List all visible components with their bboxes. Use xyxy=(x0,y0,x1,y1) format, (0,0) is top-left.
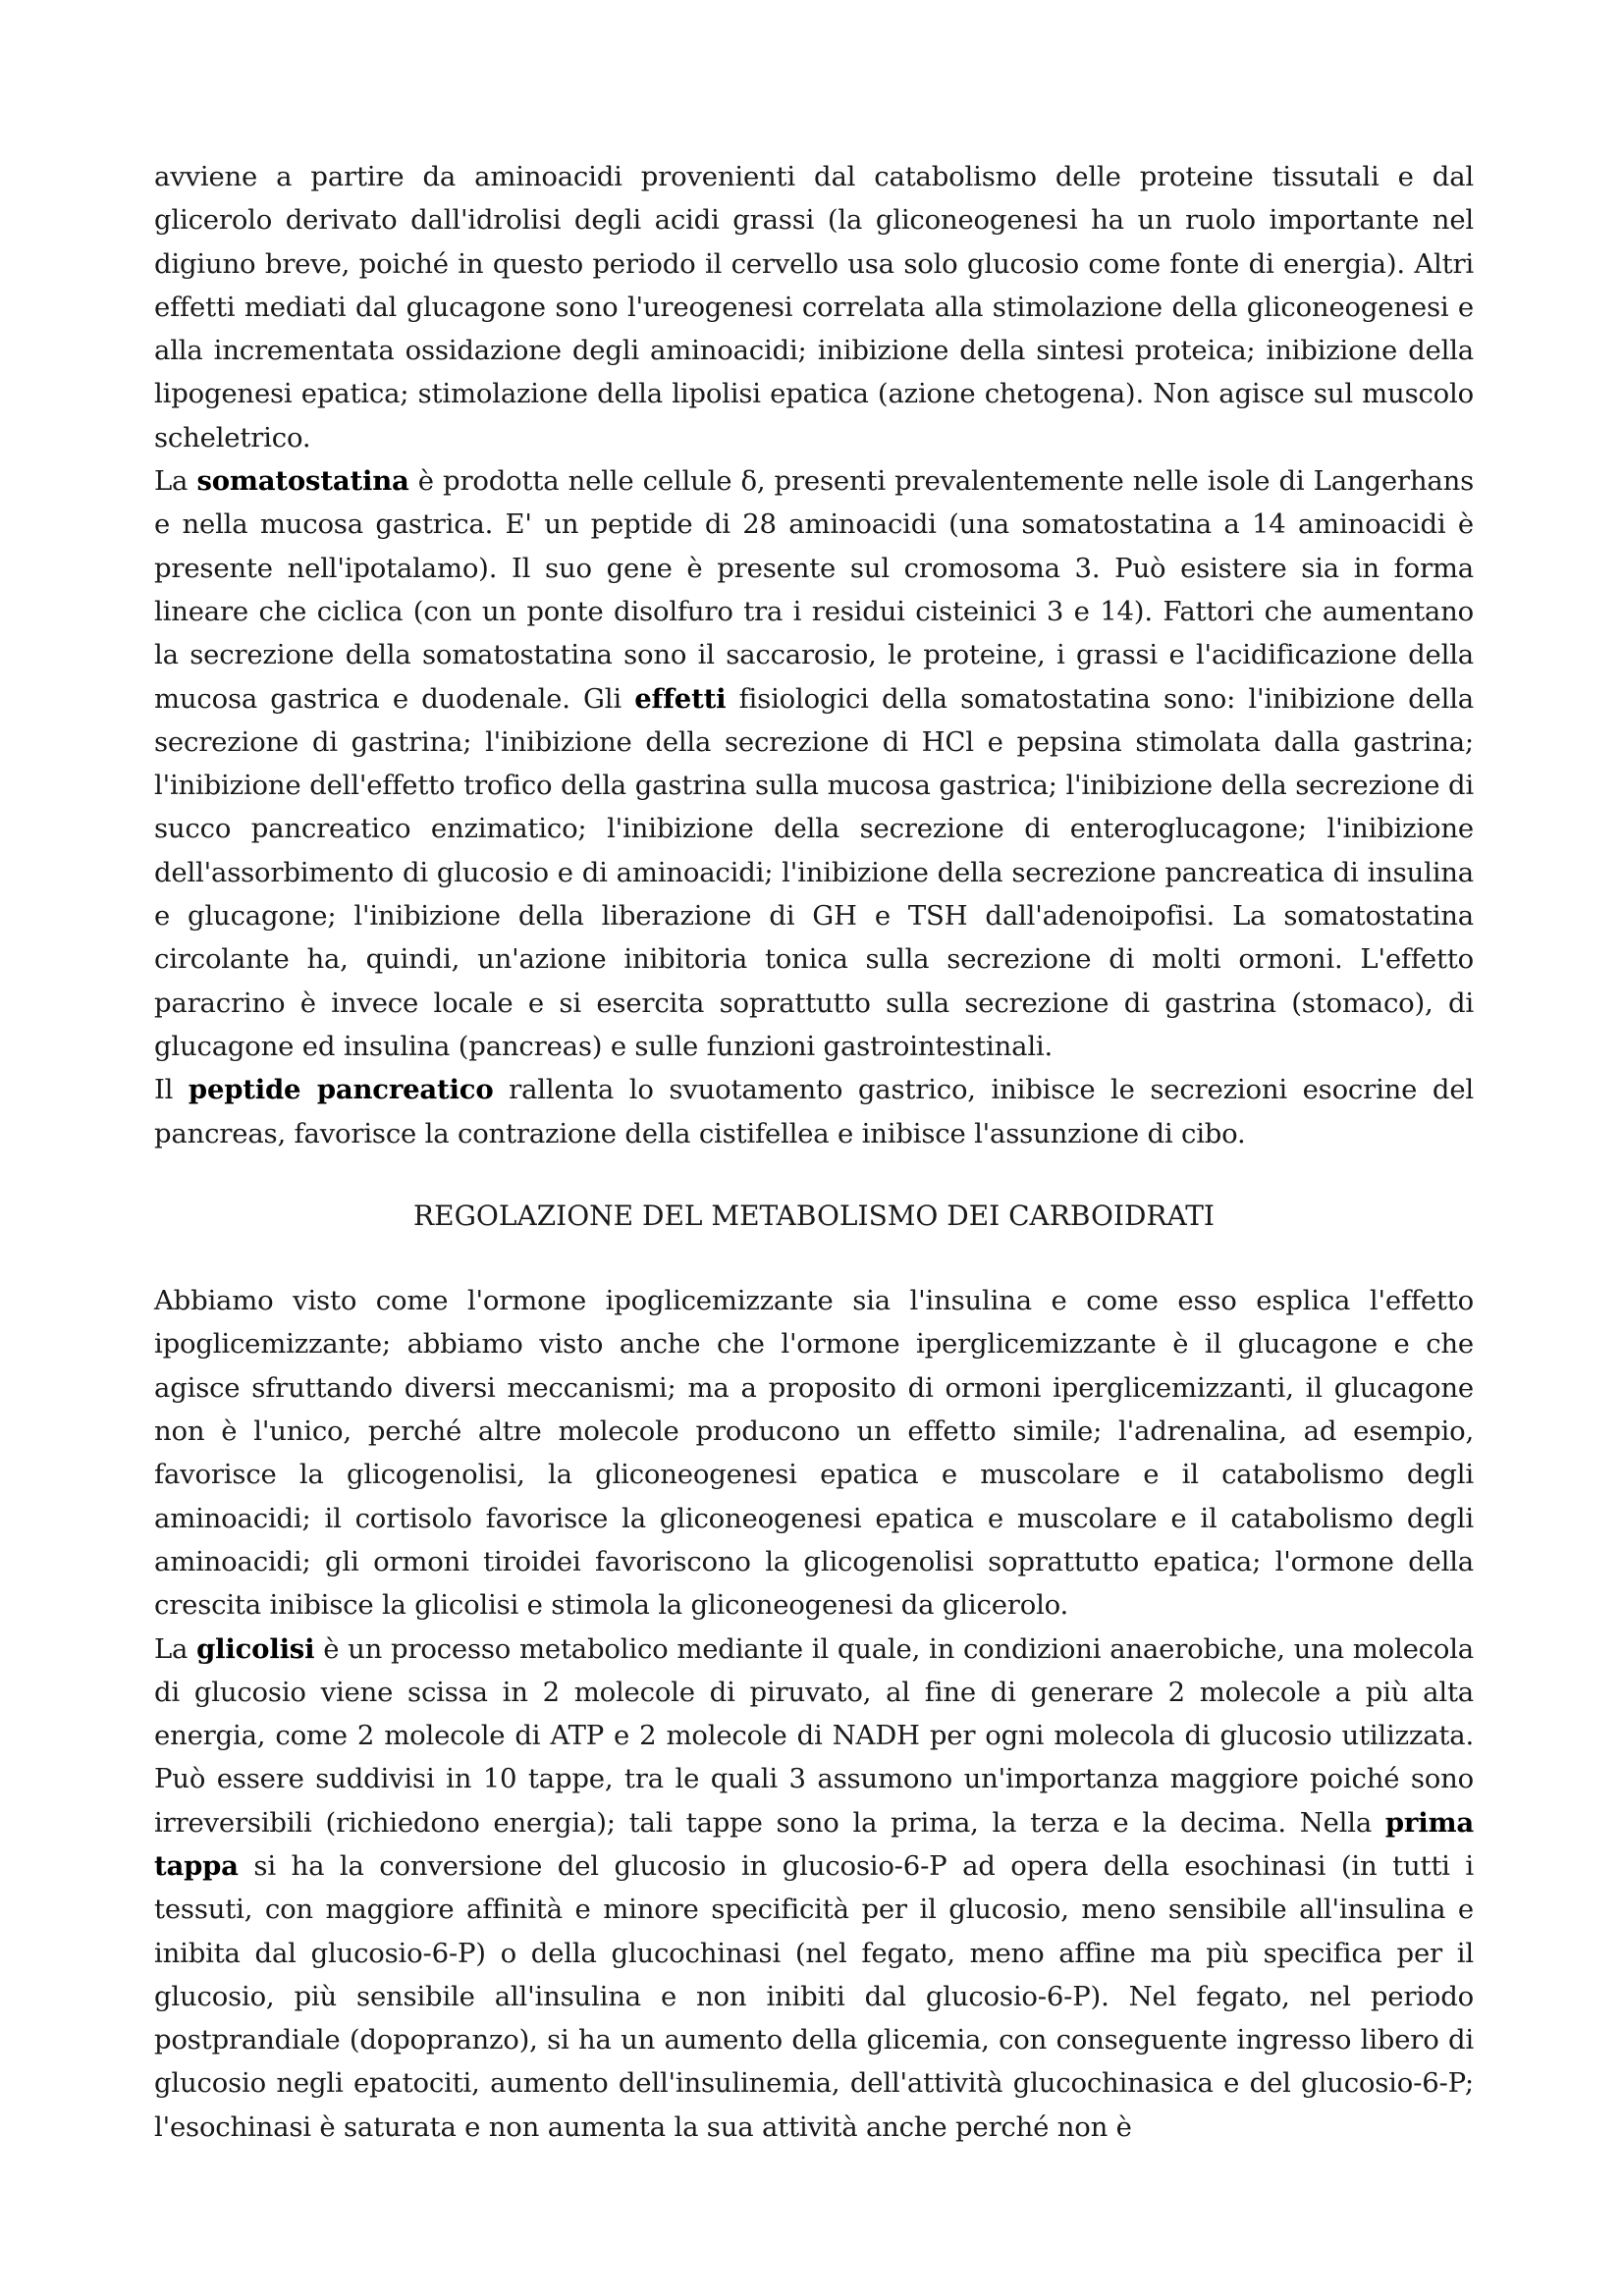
spacer xyxy=(154,1238,1474,1279)
paragraph-glycolysis xyxy=(154,1628,1474,2150)
document-page xyxy=(154,155,1474,2149)
paragraph-text: è prodotta nelle cellule δ, presenti prevalentemente nelle isole di Langerhans e nella mucosa gastrica. E' un peptide di 28 aminoacidi (una somatostatina a 14 aminoacidi è presente nell'ipotalamo). Il suo gene è presente sul cromosoma 3. Può esistere sia in forma lineare che ciclica (con un ponte disolfuro tra i residui cisteinici 3 e 14). Fattori che aumentano la secrezione della somatostatina sono il saccarosio, le proteine, i grassi e l'acidificazione della mucosa gastrica e duodenale. Gli xyxy=(154,465,1474,715)
paragraph-hyperglycemic-hormones xyxy=(154,1279,1474,1627)
paragraph-lead: La xyxy=(154,465,197,498)
paragraph-text: si ha la conversione del glucosio in glucosio-6-P ad opera della esochinasi (in tutti i tessuti, con maggiore affinità e minore specificità per il glucosio, meno sensibile all'insulina e inibita dal glucosio-6-P) o della glucochinasi (nel fegato, meno affine ma più specifica per il glucosio, più sensibile all'insulina e non inibiti dal glucosio-6-P). Nel fegato, nel periodo postprandiale (dopopranzo), si ha un aumento della glicemia, con conseguente ingresso libero di glucosio negli epatociti, aumento dell'insulinemia, dell'attività glucochinasica e del glucosio-6-P; l'esochinasi è saturata e non aumenta la sua attività anche perché non è xyxy=(154,1849,1474,2143)
paragraph-glucagon-effects xyxy=(154,155,1474,459)
paragraph-text: fisiologici della somatostatina sono: l'inibizione della secrezione di gastrina; l'inibizione della secrezione di HCl e pepsina stimolata dalla gastrina; l'inibizione dell'effetto trofico della gastrina sulla mucosa gastrica; l'inibizione della secrezione di succo pancreatico enzimatico; l'inibizione della secrezione di enteroglucagone; l'inibizione dell'assorbimento di glucosio e di aminoacidi; l'inibizione della secrezione pancreatica di insulina e glucagone; l'inibizione della liberazione di GH e TSH dall'adenoipofisi. La somatostatina circolante ha, quindi, un'azione inibitoria tonica sulla secrezione di molti ormoni. L'effetto paracrino è invece locale e si esercita soprattutto sulla secrezione di gastrina (stomaco), di glucagone ed insulina (pancreas) e sulle funzioni gastrointestinali. xyxy=(154,682,1474,1062)
paragraph-lead: Il xyxy=(154,1074,189,1106)
paragraph-text: rallenta lo svuotamento gastrico, inibisce le secrezioni esocrine del pancreas, favorisce la contrazione della cistifellea e inibisce l'assunzione di cibo. xyxy=(154,1074,1474,1149)
term-somatostatina: somatostatina xyxy=(196,465,409,498)
term-glicolisi: glicolisi xyxy=(196,1632,315,1665)
term-effetti: effetti xyxy=(634,682,727,715)
term-prima-tappa: prima tappa xyxy=(154,1806,1474,1882)
paragraph-pancreatic-peptide xyxy=(154,1068,1474,1155)
paragraph-text: Abbiamo visto come l'ormone ipoglicemizzante sia l'insulina e come esso esplica l'effetto ipoglicemizzante; abbiamo visto anche che l'ormone iperglicemizzante è il glucagone e che agisce sfruttando diversi meccanismi; ma a proposito di ormoni iperglicemizzanti, il glucagone non è l'unico, perché altre molecole producono un effetto simile; l'adrenalina, ad esempio, favorisce la glicogenolisi, la gliconeogenesi epatica e muscolare e il catabolismo degli aminoacidi; il cortisolo favorisce la gliconeogenesi epatica e muscolare e il catabolismo degli aminoacidi; gli ormoni tiroidei favoriscono la glicogenolisi soprattutto epatica; l'ormone della crescita inibisce la glicolisi e stimola la gliconeogenesi da glicerolo. xyxy=(154,1285,1474,1622)
paragraph-text: è un processo metabolico mediante il quale, in condizioni anaerobiche, una molecola di glucosio viene scissa in 2 molecole di piruvato, al fine di generare 2 molecole a più alta energia, come 2 molecole di ATP e 2 molecole di NADH per ogni molecola di glucosio utilizzata. Può essere suddivisi in 10 tappe, tra le quali 3 assumono un'importanza maggiore poiché sono irreversibili (richiedono energia); tali tappe sono la prima, la terza e la decima. Nella xyxy=(154,1632,1474,1839)
section-heading: REGOLAZIONE DEL METABOLISMO DEI CARBOIDRATI xyxy=(413,1199,1215,1232)
spacer xyxy=(154,1155,1474,1195)
term-peptide-pancreatico: peptide pancreatico xyxy=(188,1074,494,1106)
paragraph-text: avviene a partire da aminoacidi provenienti dal catabolismo delle proteine tissutali e dal glicerolo derivato dall'idrolisi degli acidi grassi (la gliconeogenesi ha un ruolo importante nel digiuno breve, poiché in questo periodo il cervello usa solo glucosio come fonte di energia). Altri effetti mediati dal glucagone sono l'ureogenesi correlata alla stimolazione della gliconeogenesi e alla incrementata ossidazione degli aminoacidi; inibizione della sintesi proteica; inibizione della lipogenesi epatica; stimolazione della lipolisi epatica (azione chetogena). Non agisce sul muscolo scheletrico. xyxy=(154,161,1474,454)
paragraph-somatostatin xyxy=(154,459,1474,1068)
paragraph-lead: La xyxy=(154,1632,197,1665)
